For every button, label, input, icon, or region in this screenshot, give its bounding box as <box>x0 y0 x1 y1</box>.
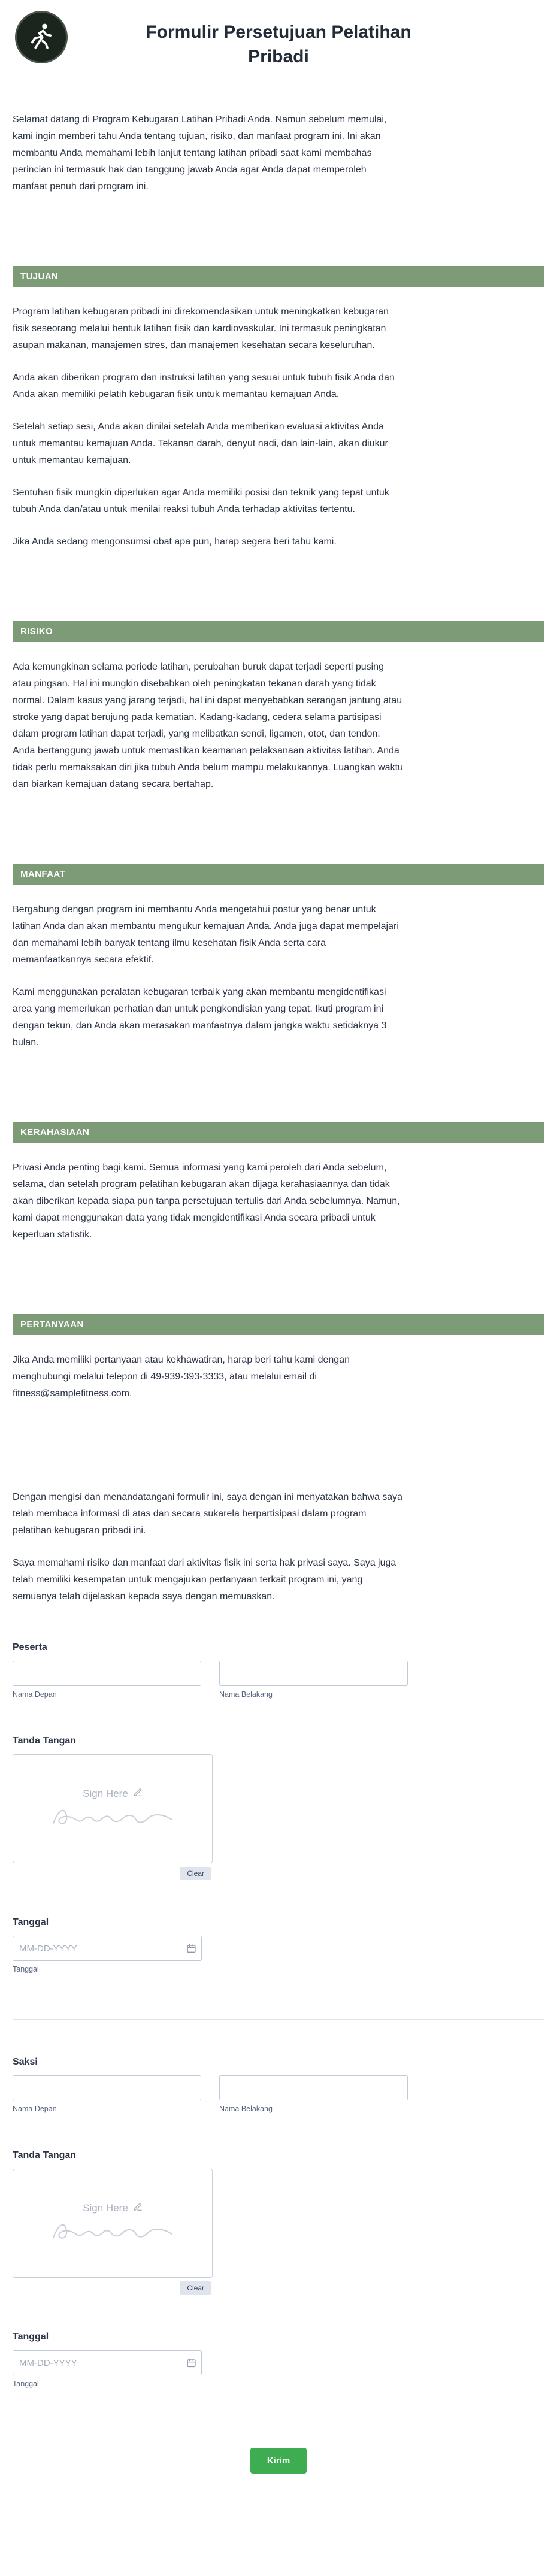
participant-last-name-input[interactable] <box>219 1661 408 1686</box>
witness-signature-clear-row <box>13 2281 211 2295</box>
section-header-pertanyaan: PERTANYAAN <box>13 1314 544 1335</box>
witness-signature-question <box>13 2150 544 2295</box>
witness-first-name-col <box>13 2075 201 2113</box>
pencil-icon <box>133 2202 143 2215</box>
witness-name-question <box>13 2057 544 2113</box>
witness-signature-clear-button[interactable]: Clear <box>180 2281 211 2295</box>
tujuan-paragraph: Program latihan kebugaran pribadi ini direkomendasikan untuk meningkatkan kebugaran fisik seseorang melalui bentuk latihan fisik dan kardiovaskular. Ini termasuk peningkatan asupan makanan, manajemen stres, dan manajemen kesehatan secara keseluruhan. <box>13 307 389 350</box>
runner-logo <box>15 11 68 63</box>
manfaat-paragraph: Kami menggunakan peralatan kebugaran terbaik yang akan membantu mengidentifikasi area yang memerlukan perhatian dan untuk pengkondisian yang tepat. Ikuti program ini dengan tekun, dan Anda akan merasakan manfaatnya dalam jangka waktu setidaknya 3 bulan. <box>13 987 387 1048</box>
witness-date-label: Tanggal <box>13 2332 49 2342</box>
sign-here-text: Sign Here <box>83 1788 128 1799</box>
witness-signature-label: Tanda Tangan <box>13 2150 77 2160</box>
consent-paragraph: Dengan mengisi dan menandatangani formulir ini, saya dengan ini menyatakan bahwa saya telah membaca informasi di atas dan secara sukarela berpartisipasi dalam program pelatihan kebugaran pribadi ini. <box>13 1492 403 1536</box>
witness-date-input[interactable] <box>13 2350 202 2375</box>
participant-last-name-sublabel: Nama Belakang <box>219 1690 273 1699</box>
participant-signature-question <box>13 1736 544 1880</box>
participant-date-label: Tanggal <box>13 1917 49 1927</box>
witness-date-wrap <box>13 2350 202 2375</box>
participant-date-input[interactable] <box>13 1936 202 1961</box>
witness-label: Saksi <box>13 2057 38 2067</box>
signature-squiggle <box>50 1802 175 1830</box>
tujuan-paragraph: Setelah setiap sesi, Anda akan dinilai setelah Anda memberikan evaluasi aktivitas Anda untuk memantau kemajuan Anda. Tekanan darah, denyut nadi, dan lain-lain, akan diukur untuk memantau kemajuan. <box>13 422 388 465</box>
witness-last-name-input[interactable] <box>219 2075 408 2100</box>
calendar-icon[interactable] <box>186 2358 196 2368</box>
manfaat-paragraph: Bergabung dengan program ini membantu Anda mengetahui postur yang benar untuk latihan Anda dan akan membantu mengukur kemajuan Anda. Anda juga dapat mempelajari dan memahami lebih banyak tentang ilmu kesehatan fisik Anda serta cara memanfaatkannya secara efektif. <box>13 904 399 965</box>
intro-paragraph: Selamat datang di Program Kebugaran Latihan Pribadi Anda. Namun sebelum memulai, kami ingin memberi tahu Anda tentang tujuan, risiko, dan manfaat program ini. Ini akan membantu Anda memahami lebih lanjut tentang latihan pribadi saat kami membahas perincian ini termasuk hak dan tanggung jawab Anda agar Anda dapat memperoleh manfaat penuh dari program ini. <box>13 114 387 192</box>
participant-last-name-col <box>219 1661 408 1699</box>
participant-signature-clear-button[interactable]: Clear <box>180 1867 211 1880</box>
tujuan-paragraph: Sentuhan fisik mungkin diperlukan agar Anda memiliki posisi dan teknik yang tepat untuk tubuh Anda dan/atau untuk menilai reaksi tubuh Anda terhadap aktivitas tertentu. <box>13 488 389 514</box>
participant-date-question <box>13 1917 544 1973</box>
participant-first-name-col <box>13 1661 201 1699</box>
pencil-icon <box>133 1788 143 1800</box>
witness-name-row <box>13 2075 408 2113</box>
participant-label: Peserta <box>13 1642 47 1652</box>
witness-first-name-input[interactable] <box>13 2075 201 2100</box>
consent-paragraph: Saya memahami risiko dan manfaat dari aktivitas fisik ini serta hak privasi saya. Saya juga telah memiliki kesempatan untuk mengajukan pertanyaan terkait program ini, yang semuanya telah dijelaskan kepada saya dengan memuaskan. <box>13 1558 396 1602</box>
witness-last-name-sublabel: Nama Belakang <box>219 2105 273 2113</box>
participant-signature-pad[interactable] <box>13 1754 213 1863</box>
tujuan-paragraph: Anda akan diberikan program dan instruksi latihan yang sesuai untuk tubuh fisik Anda dan Anda akan memiliki pelatih kebugaran fisik untuk memantau kemajuan Anda. <box>13 373 395 399</box>
participant-signature-label: Tanda Tangan <box>13 1736 77 1746</box>
form-title: Formulir Persetujuan Pelatihan Pribadi <box>146 22 411 66</box>
participant-first-name-input[interactable] <box>13 1661 201 1686</box>
tujuan-paragraph: Jika Anda sedang mengonsumsi obat apa pun, harap segera beri tahu kami. <box>13 537 337 547</box>
submit-row <box>13 2448 544 2474</box>
divider <box>13 2019 544 2020</box>
form-header <box>13 0 544 87</box>
participant-date-sublabel: Tanggal <box>13 1965 39 1973</box>
submit-button[interactable]: Kirim <box>250 2448 307 2474</box>
participant-first-name-sublabel: Nama Depan <box>13 1690 57 1699</box>
kerahasiaan-paragraph: Privasi Anda penting bagi kami. Semua informasi yang kami peroleh dari Anda sebelum, selama, dan setelah program pelatihan kebugaran akan dijaga kerahasiaannya dan tidak akan diberikan kepada siapa pun tanpa persetujuan tertulis dari Anda sebelumnya. Namun, kami dapat menggunakan data yang tidak mengidentifikasi Anda secara pribadi untuk keperluan statistik. <box>13 1163 400 1240</box>
witness-date-question <box>13 2332 544 2388</box>
sign-here-row <box>83 1788 143 1800</box>
witness-signature-pad[interactable] <box>13 2169 213 2278</box>
signature-squiggle <box>50 2216 175 2245</box>
sign-here-text: Sign Here <box>83 2202 128 2214</box>
sign-here-row <box>83 2202 143 2215</box>
risiko-paragraph: Ada kemungkinan selama periode latihan, perubahan buruk dapat terjadi seperti pusing atau pingsan. Hal ini mungkin disebabkan oleh peningkatan tekanan darah yang tidak normal. Dalam kasus yang jarang terjadi, hal ini dapat menyebabkan serangan jantung atau stroke yang dapat berujung pada kematian. Kadang-kadang, cedera selama partisipasi dalam program latihan dapat terjadi, yang melibatkan sendi, ligamen, otot, dan tendon. Anda bertanggung jawab untuk memastikan keamanan pelaksanaan aktivitas latihan. Anda tidak perlu memaksakan diri jika tubuh Anda belum mampu melakukannya. Luangkan waktu dan biarkan kemajuan datang secara bertahap. <box>13 662 403 789</box>
pertanyaan-paragraph: Jika Anda memiliki pertanyaan atau kekhawatiran, harap beri tahu kami dengan menghubungi melalui telepon di 49-939-393-3333, atau melalui email di fitness@samplefitness.com. <box>13 1355 350 1399</box>
section-header-tujuan: TUJUAN <box>13 266 544 287</box>
witness-first-name-sublabel: Nama Depan <box>13 2105 57 2113</box>
section-header-kerahasiaan: KERAHASIAAN <box>13 1122 544 1143</box>
section-header-manfaat: MANFAAT <box>13 864 544 885</box>
witness-last-name-col <box>219 2075 408 2113</box>
runner-icon <box>26 20 57 55</box>
witness-date-sublabel: Tanggal <box>13 2380 39 2388</box>
participant-name-row <box>13 1661 408 1699</box>
participant-name-question <box>13 1642 544 1699</box>
participant-date-wrap <box>13 1936 202 1961</box>
calendar-icon[interactable] <box>186 1944 196 1954</box>
participant-signature-clear-row <box>13 1867 211 1880</box>
section-header-risiko: RISIKO <box>13 621 544 642</box>
